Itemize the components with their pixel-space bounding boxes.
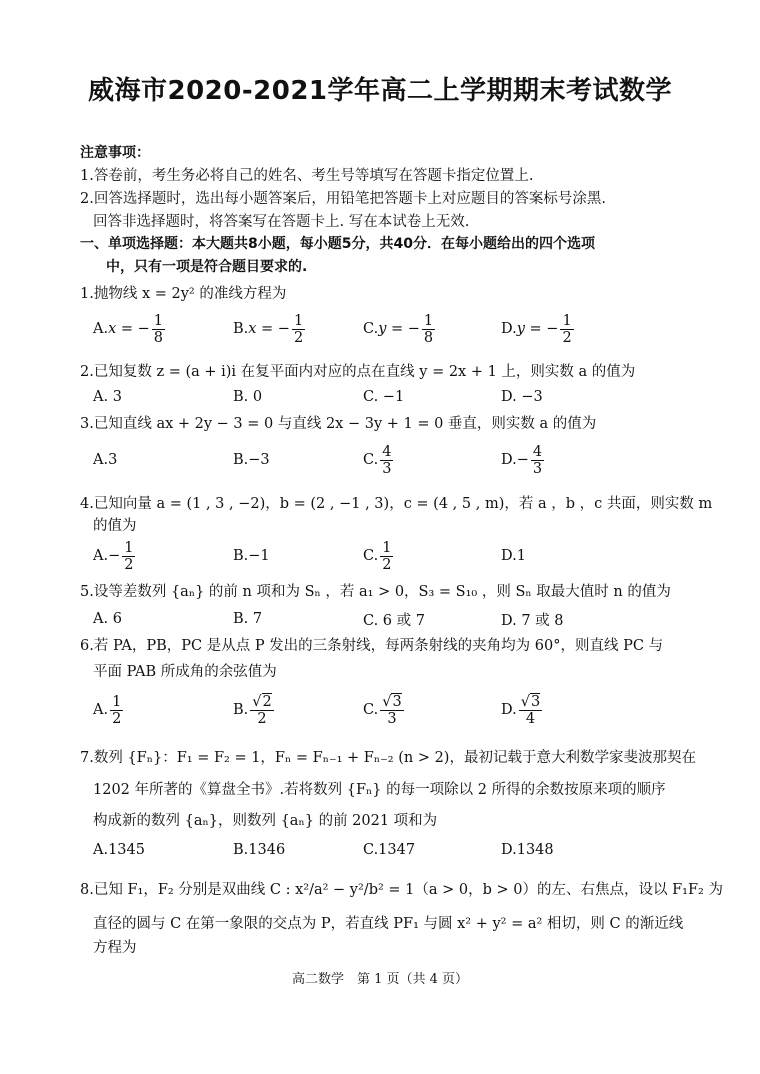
- sqrt-sign: √: [382, 693, 392, 710]
- numerator: [110, 694, 123, 711]
- note-item: 1.答卷前，考生务必将自己的姓名、考生号等填写在答题卡指定位置上.: [80, 168, 534, 184]
- option-c: [363, 690, 406, 730]
- question-7-cont: 构成新的数列 {aₙ}，则数列 {aₙ} 的前 2021 项和为: [93, 813, 438, 829]
- section-heading: 一、单项选择题：本大题共8小题，每小题5分，共40分．在每小题给出的四个选项: [80, 236, 595, 252]
- option-b: [233, 536, 270, 576]
- option-label: B.: [233, 548, 249, 564]
- fraction: [292, 313, 305, 346]
- option-c: C.1347: [363, 842, 416, 858]
- question-4: 4.已知向量 a = (1 , 3 , −2)，b = (2 , −1 , 3)，c = (4 , 5 , m)，若 a ，b ，c 共面，则实数 m: [80, 496, 713, 512]
- option-c: C. −1: [363, 389, 405, 405]
- option-label: D.: [501, 548, 517, 564]
- sqrt-sign: √: [520, 693, 530, 710]
- denominator: 2: [257, 710, 267, 727]
- option-expr: y = −: [378, 321, 420, 337]
- question-6-cont: 平面 PAB 所成角的余弦值为: [93, 664, 277, 680]
- question-8-cont: 直径的圆与 C 在第一象限的交点为 P，若直线 PF₁ 与圆 x² + y² = a² 相切，则 C 的渐近线: [93, 916, 684, 932]
- option-a: [93, 309, 167, 349]
- option-label: B.: [233, 702, 249, 718]
- option-b: B. 0: [233, 389, 263, 405]
- option-value: −1: [248, 548, 270, 564]
- numerator-value: 1: [112, 693, 122, 710]
- sqrt-sign: √: [252, 693, 262, 710]
- option-label: C.: [363, 321, 379, 337]
- option-expr: x = −: [248, 321, 290, 337]
- option-value: 1: [516, 548, 526, 564]
- options-q3: [93, 440, 693, 480]
- option-label: A.: [93, 702, 109, 718]
- question-8: 8.已知 F₁，F₂ 分别是双曲线 C : x²/a² − y²/b² = 1（a > 0，b > 0）的左、右焦点，设以 F₁F₂ 为: [80, 882, 723, 898]
- option-value: −3: [248, 452, 270, 468]
- options-q5: [93, 609, 693, 629]
- numerator: [380, 694, 403, 711]
- denominator: 3: [387, 710, 397, 727]
- option-b: [233, 440, 270, 480]
- option-label: A.: [93, 321, 109, 337]
- numerator: 1: [124, 539, 134, 556]
- option-c: [363, 536, 395, 576]
- fraction: [380, 694, 403, 727]
- option-label: B.: [233, 321, 249, 337]
- option-b: [233, 309, 307, 349]
- option-d: D. 7 或 8: [501, 612, 564, 629]
- option-c: [363, 440, 395, 480]
- fraction: [152, 313, 165, 346]
- option-d: D.1348: [501, 842, 554, 858]
- option-sign: −: [516, 452, 529, 468]
- question-4-cont: 的值为: [93, 518, 137, 534]
- numerator: [250, 694, 273, 711]
- question-8-cont: 方程为: [93, 940, 137, 956]
- option-d: D. −3: [501, 389, 543, 405]
- option-a: A. 6: [93, 611, 122, 627]
- question-2: 2.已知复数 z = (a + i)i 在复平面内对应的点在直线 y = 2x + 1 上，则实数 a 的值为: [80, 364, 636, 380]
- option-sign: −: [108, 548, 121, 564]
- fraction: [250, 694, 273, 727]
- option-a: [93, 690, 125, 730]
- options-q6: [93, 690, 693, 730]
- denominator: 2: [124, 556, 134, 573]
- fraction: [519, 694, 542, 727]
- fraction: [422, 313, 435, 346]
- option-label: C.: [363, 702, 379, 718]
- option-b: [233, 690, 276, 730]
- denominator: 3: [532, 460, 543, 477]
- note-item: 2.回答选择题时，选出每小题答案后，用铅笔把答题卡上对应题目的答案标号涂黑.: [80, 191, 606, 207]
- section-heading-cont: 中，只有一项是符合题目要求的.: [106, 259, 308, 275]
- numerator: 1: [423, 312, 434, 329]
- denominator: 2: [293, 329, 304, 346]
- numerator: [519, 694, 542, 711]
- numerator: 4: [532, 443, 543, 460]
- option-a: [93, 536, 137, 576]
- question-3: 3.已知直线 ax + 2y − 3 = 0 与直线 2x − 3y + 1 = 0 垂直，则实数 a 的值为: [80, 416, 597, 432]
- fraction: [122, 540, 135, 573]
- question-7: 7.数列 {Fₙ}：F₁ = F₂ = 1，Fₙ = Fₙ₋₁ + Fₙ₋₂ (n > 2)，最初记载于意大利数学家斐波那契在: [80, 750, 696, 766]
- options-q4: [93, 536, 693, 576]
- option-label: A.: [93, 452, 109, 468]
- option-a: [93, 440, 117, 480]
- option-value: 3: [108, 452, 118, 468]
- numerator: 1: [293, 312, 304, 329]
- numerator: 1: [382, 539, 392, 556]
- option-label: A.: [93, 548, 109, 564]
- question-7-cont: 1202 年所著的《算盘全书》.若将数列 {Fₙ} 的每一项除以 2 所得的余数按原来项的顺序: [93, 782, 666, 798]
- notes-header: 注意事项：: [80, 145, 150, 161]
- option-label: D.: [501, 452, 517, 468]
- numerator: 4: [382, 443, 392, 460]
- denominator: 8: [423, 329, 434, 346]
- note-item: 回答非选择题时，将答案写在答题卡上. 写在本试卷上无效.: [93, 214, 470, 230]
- page-title: 威海市2020-2021学年高二上学期期末考试数学: [87, 76, 673, 106]
- denominator: 4: [525, 710, 536, 727]
- options-q2: [93, 387, 693, 407]
- options-q7: [93, 840, 693, 860]
- radicand: 3: [530, 693, 541, 710]
- denominator: 3: [382, 460, 392, 477]
- option-label: C.: [363, 548, 379, 564]
- option-d: [501, 690, 544, 730]
- option-label: B.: [233, 452, 249, 468]
- option-d: [501, 536, 526, 576]
- options-q1: [93, 309, 693, 349]
- option-b: B. 7: [233, 611, 263, 627]
- numerator: 1: [153, 312, 164, 329]
- fraction: [560, 313, 573, 346]
- question-1: 1.抛物线 x = 2y² 的准线方程为: [80, 286, 287, 302]
- radicand: 3: [392, 693, 402, 710]
- denominator: 8: [153, 329, 164, 346]
- option-b: B.1346: [233, 842, 286, 858]
- option-c: C. 6 或 7: [363, 612, 425, 629]
- option-label: D.: [501, 321, 517, 337]
- option-a: A. 3: [93, 389, 122, 405]
- option-label: D.: [501, 702, 517, 718]
- fraction: [531, 444, 544, 477]
- question-6: 6.若 PA，PB，PC 是从点 P 发出的三条射线，每两条射线的夹角均为 60°，则直线 PC 与: [80, 638, 664, 654]
- fraction: [380, 444, 393, 477]
- denominator: 2: [562, 329, 572, 346]
- fraction: [110, 694, 123, 727]
- option-label: C.: [363, 452, 379, 468]
- denominator: 2: [382, 556, 392, 573]
- question-5: 5.设等差数列 {aₙ} 的前 n 项和为 Sₙ ，若 a₁ > 0，S₃ = S₁₀ ，则 Sₙ 取最大值时 n 的值为: [80, 584, 671, 600]
- option-a: A.1345: [93, 842, 145, 858]
- option-c: [363, 309, 437, 349]
- fraction: [380, 540, 393, 573]
- page-footer: 高二数学 第 1 页（共 4 页）: [291, 972, 469, 987]
- numerator: 1: [562, 312, 572, 329]
- option-expr: y = −: [516, 321, 559, 337]
- denominator: 2: [112, 710, 122, 727]
- option-d: [501, 440, 546, 480]
- option-expr: x = −: [108, 321, 150, 337]
- radicand: 2: [262, 693, 272, 710]
- option-d: [501, 309, 576, 349]
